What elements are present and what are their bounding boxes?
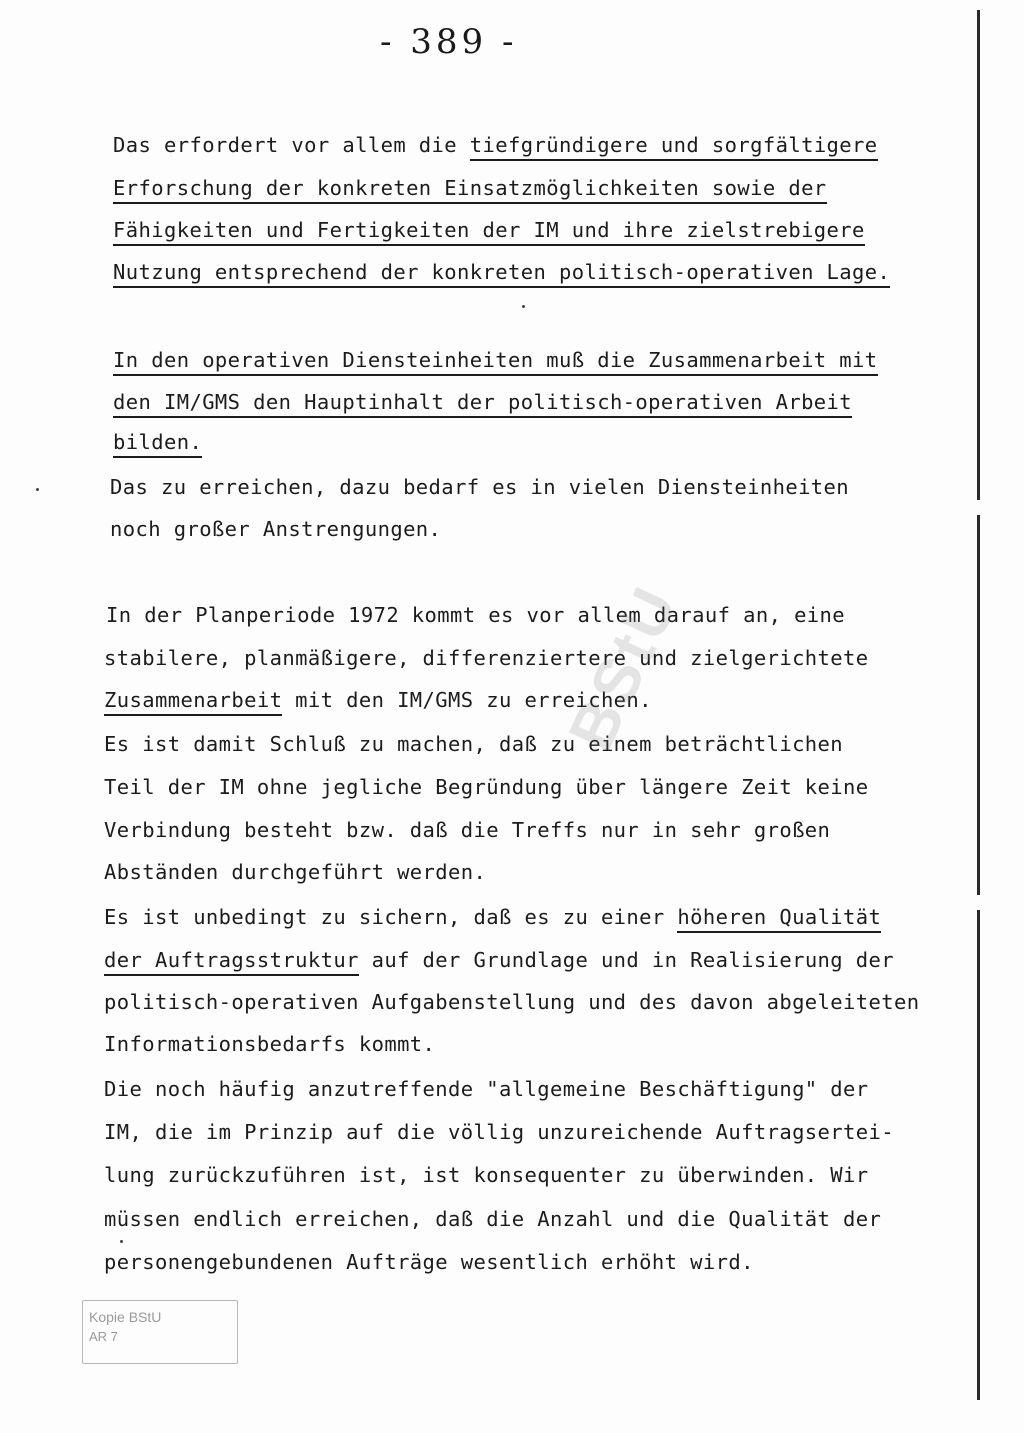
text-segment: Es ist damit Schluß zu machen, daß zu einem beträchtlichen xyxy=(104,732,844,756)
text-line xyxy=(104,1032,435,1056)
underlined-text: In den operativen Diensteinheiten muß die Zusammenarbeit mit xyxy=(113,348,878,376)
scan-edge-line xyxy=(975,10,982,1400)
text-line xyxy=(113,390,852,414)
underlined-text: bilden. xyxy=(113,430,202,458)
watermark: BStU xyxy=(554,573,693,761)
text-line xyxy=(104,1207,881,1231)
text-line xyxy=(104,775,869,799)
text-segment: Teil der IM ohne jegliche Begründung über längere Zeit keine xyxy=(104,775,869,799)
text-line xyxy=(104,1250,754,1274)
underlined-text: den IM/GMS den Hauptinhalt der politisch-operativen Arbeit xyxy=(113,390,852,418)
text-line xyxy=(104,818,830,842)
text-line xyxy=(113,176,827,200)
underlined-text: der Auftragsstruktur xyxy=(104,948,359,976)
text-segment: mit den IM/GMS zu erreichen. xyxy=(282,688,652,712)
speck xyxy=(36,488,39,491)
text-segment: lung zurückzuführen ist, ist konsequenter zu überwinden. Wir xyxy=(104,1163,869,1187)
text-segment: Abständen durchgeführt werden. xyxy=(104,860,487,884)
text-line xyxy=(110,517,441,541)
speck xyxy=(120,1240,123,1243)
text-line xyxy=(104,948,894,972)
text-segment: noch großer Anstrengungen. xyxy=(110,517,442,541)
text-line xyxy=(113,260,890,284)
archive-stamp xyxy=(82,1300,238,1364)
text-line xyxy=(113,348,878,372)
text-segment: müssen endlich erreichen, daß die Anzahl und die Qualität der xyxy=(104,1207,882,1231)
underlined-text: Erforschung der konkreten Einsatzmöglichkeiten sowie der xyxy=(113,176,827,204)
text-segment: Informationsbedarfs kommt. xyxy=(104,1032,436,1056)
text-segment: In der Planperiode 1972 kommt es vor allem darauf an, eine xyxy=(106,603,846,627)
text-segment: stabilere, planmäßigere, differenziertere und zielgerichtete xyxy=(104,646,869,670)
text-segment: Es ist unbedingt zu sichern, daß es zu einer xyxy=(104,905,678,929)
underlined-text: Nutzung entsprechend der konkreten politisch-operativen Lage. xyxy=(113,260,890,288)
underlined-text: Zusammenarbeit xyxy=(104,688,282,716)
text-line xyxy=(110,475,849,499)
underlined-text: Fähigkeiten und Fertigkeiten der IM und ihre zielstrebigere xyxy=(113,218,865,246)
text-line xyxy=(113,133,878,157)
text-line xyxy=(113,218,865,242)
underlined-text: höheren Qualität xyxy=(677,905,881,933)
page-number: - 389 - xyxy=(380,22,518,62)
text-segment: personengebundenen Aufträge wesentlich erhöht wird. xyxy=(104,1250,754,1274)
text-segment: politisch-operativen Aufgabenstellung und des davon abgeleiteten xyxy=(104,990,920,1014)
speck xyxy=(522,305,525,308)
text-line xyxy=(104,1120,894,1144)
text-line xyxy=(104,1077,869,1101)
stamp-line-2: AR 7 xyxy=(89,1329,118,1344)
text-line xyxy=(113,430,202,454)
underlined-text: tiefgründigere und sorgfältigere xyxy=(470,133,878,161)
text-segment: Die noch häufig anzutreffende "allgemeine Beschäftigung" der xyxy=(104,1077,869,1101)
text-segment: auf der Grundlage und in Realisierung der xyxy=(358,948,895,972)
text-line xyxy=(104,990,920,1014)
text-segment: Das erfordert vor allem die xyxy=(113,133,470,157)
text-segment: IM, die im Prinzip auf die völlig unzureichende Auftragsertei- xyxy=(104,1120,895,1144)
stamp-line-1: Kopie BStU xyxy=(89,1309,162,1325)
text-segment: Verbindung besteht bzw. daß die Treffs nur in sehr großen xyxy=(104,818,831,842)
text-line xyxy=(104,905,881,929)
text-line xyxy=(104,860,486,884)
text-segment: Das zu erreichen, dazu bedarf es in vielen Diensteinheiten xyxy=(110,475,850,499)
text-line xyxy=(104,1163,869,1187)
